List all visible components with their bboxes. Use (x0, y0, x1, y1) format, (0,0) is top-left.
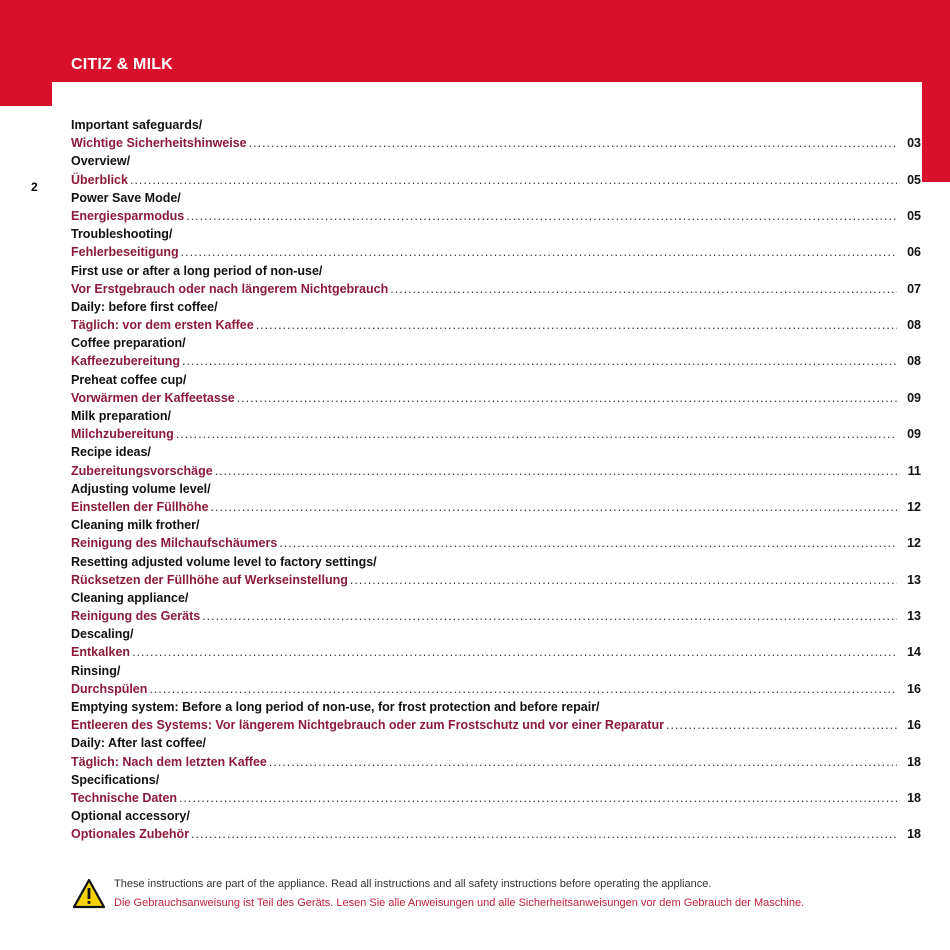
dot-leader (132, 643, 897, 661)
toc-entry-german-row[interactable] (71, 716, 921, 734)
toc-entry (71, 152, 921, 188)
toc-entry (71, 262, 921, 298)
dot-leader (130, 171, 897, 189)
toc-page-number: 05 (907, 208, 921, 223)
toc-entry-german-row[interactable] (71, 134, 921, 152)
toc-entry-german-title: Überblick (71, 172, 128, 187)
toc-entry-english-title: Emptying system: Before a long period of non-use, for frost protection and before repair/ (71, 700, 600, 714)
toc-page-number: 13 (907, 609, 921, 624)
toc-entry-german-row[interactable] (71, 425, 921, 443)
toc-entry-english-title: Overview/ (71, 154, 131, 169)
toc-page-number: 18 (907, 827, 921, 842)
dot-leader (215, 462, 897, 480)
toc-entry-german-row[interactable] (71, 571, 921, 589)
toc-page-number: 14 (907, 645, 921, 660)
toc-page-number: 06 (907, 245, 921, 260)
toc-entry-english-title: Rinsing/ (71, 663, 121, 678)
toc-entry-english-title: Important safeguards/ (71, 118, 203, 132)
header-notch (0, 82, 52, 106)
toc-entry-german-title: Fehlerbeseitigung (71, 245, 179, 260)
toc-entry-english-title: First use or after a long period of non-use/ (71, 263, 323, 278)
toc-entry-german-row[interactable] (71, 389, 921, 407)
toc-entry-german-row[interactable] (71, 462, 921, 480)
dot-leader (249, 134, 897, 152)
toc-page-number: 12 (907, 499, 921, 514)
warning-icon (72, 878, 106, 910)
toc-entry (71, 225, 921, 261)
toc-entry-german-title: Optionales Zubehör (71, 827, 190, 842)
toc-page-number: 08 (907, 318, 921, 333)
dot-leader (179, 789, 897, 807)
toc-entry-english-title: Milk preparation/ (71, 409, 172, 423)
toc-entry (71, 371, 921, 407)
toc-entry-german-title: Einstellen der Füllhöhe (71, 499, 209, 514)
toc-entry-german-title: Milchzubereitung (71, 427, 174, 442)
toc-entry-english-title: Cleaning milk frother/ (71, 518, 200, 533)
toc-page-number: 13 (907, 572, 921, 587)
toc-entry (71, 116, 921, 152)
toc-entry (71, 480, 921, 516)
toc-entry-english-title: Descaling/ (71, 627, 134, 642)
toc-entry-english-title: Specifications/ (71, 772, 160, 787)
toc-page-number: 16 (907, 718, 921, 733)
dot-leader (182, 352, 897, 370)
toc-entry-german-title: Vorwärmen der Kaffeetasse (71, 390, 235, 405)
dot-leader (149, 680, 897, 698)
toc-entry-german-title: Wichtige Sicherheitshinweise (71, 136, 247, 151)
dot-leader (176, 425, 897, 443)
toc-page-number: 18 (907, 754, 921, 769)
toc-entry-german-title: Durchspülen (71, 681, 148, 696)
toc-entry (71, 698, 921, 734)
toc-entry-german-title: Rücksetzen der Füllhöhe auf Werkseinstellung (71, 572, 348, 587)
safety-notice (72, 876, 932, 916)
toc-entry-english-title: Resetting adjusted volume level to factory settings/ (71, 554, 377, 569)
dot-leader (256, 316, 897, 334)
toc-entry-english-title: Optional accessory/ (71, 809, 190, 824)
toc-entry (71, 589, 921, 625)
dot-leader (186, 207, 897, 225)
toc-entry-english-title: Recipe ideas/ (71, 445, 151, 460)
toc-entry-english-title: Daily: After last coffee/ (71, 736, 206, 751)
dot-leader (191, 825, 897, 843)
toc-entry-german-row[interactable] (71, 498, 921, 516)
toc-page-number: 08 (907, 354, 921, 369)
dot-leader (237, 389, 897, 407)
toc-page-number: 16 (907, 681, 921, 696)
toc-entry-german-row[interactable] (71, 825, 921, 843)
dot-leader (390, 280, 897, 298)
toc-entry (71, 553, 921, 589)
toc-page-number: 07 (907, 281, 921, 296)
toc-entry-german-row[interactable] (71, 643, 921, 661)
toc-entry (71, 516, 921, 552)
toc-entry-english-title: Power Save Mode/ (71, 190, 181, 205)
dot-leader (279, 534, 897, 552)
toc-page-number: 09 (907, 390, 921, 405)
toc-entry (71, 734, 921, 770)
toc-entry-german-title: Zubereitungsvorschäge (71, 463, 213, 478)
dot-leader (211, 498, 897, 516)
toc-entry-german-row[interactable] (71, 789, 921, 807)
toc-entry (71, 625, 921, 661)
toc-entry-german-title: Energiesparmodus (71, 208, 185, 223)
toc-entry-english-title: Daily: before first coffee/ (71, 299, 218, 314)
toc-entry-german-title: Entleeren des Systems: Vor längerem Nichtgebrauch oder zum Frostschutz und vor einer Reparatur (71, 718, 664, 733)
toc-entry (71, 334, 921, 370)
toc-page-number: 05 (907, 172, 921, 187)
toc-entry-german-title: Vor Erstgebrauch oder nach längerem Nichtgebrauch (71, 281, 389, 296)
toc-entry-german-row[interactable] (71, 171, 921, 189)
toc-entry-german-title: Reinigung des Geräts (71, 609, 201, 624)
toc-entry-german-row[interactable] (71, 243, 921, 261)
dot-leader (350, 571, 897, 589)
toc-entry-german-row[interactable] (71, 534, 921, 552)
toc-entry-english-title: Coffee preparation/ (71, 336, 186, 351)
toc-entry-german-row[interactable] (71, 607, 921, 625)
toc-entry-english-title: Preheat coffee cup/ (71, 372, 187, 387)
toc-page-number: 11 (907, 463, 921, 478)
toc-page-number: 09 (907, 427, 921, 442)
toc-entry-german-row[interactable] (71, 753, 921, 771)
right-edge-strip (922, 82, 950, 182)
toc-entry-german-title: Kaffeezubereitung (71, 354, 181, 369)
toc-entry-german-title: Reinigung des Milchaufschäumers (71, 536, 278, 551)
notice-text-english: These instructions are part of the appliance. Read all instructions and all safety instructions before operating the appliance. (114, 878, 712, 890)
toc-page-number: 12 (907, 536, 921, 551)
toc-entry-german-title: Technische Daten (71, 790, 178, 805)
toc-entry-german-title: Täglich: vor dem ersten Kaffee (71, 318, 254, 333)
toc-entry-german-row[interactable] (71, 680, 921, 698)
toc-entry-english-title: Cleaning appliance/ (71, 590, 189, 605)
notice-text-german: Die Gebrauchsanweisung ist Teil des Geräts. Lesen Sie alle Anweisungen und alle Sicherheitsanweisungen vor dem Gebrauch der Maschine. (114, 897, 805, 909)
toc-entry-german-row[interactable] (71, 280, 921, 298)
toc-entry-german-title: Entkalken (71, 645, 131, 660)
toc-page-number: 03 (907, 136, 921, 151)
toc-entry (71, 807, 921, 843)
document-title: CITIZ & MILK (71, 56, 173, 73)
toc-entry-german-row[interactable] (71, 207, 921, 225)
dot-leader (666, 716, 897, 734)
dot-leader (202, 607, 897, 625)
toc-entry-german-title: Täglich: Nach dem letzten Kaffee (71, 754, 267, 769)
toc-entry (71, 407, 921, 443)
toc-entry (71, 189, 921, 225)
toc-entry-english-title: Troubleshooting/ (71, 227, 173, 242)
dot-leader (181, 243, 897, 261)
toc-entry (71, 298, 921, 334)
page-number: 2 (31, 180, 38, 194)
toc-page-number: 18 (907, 790, 921, 805)
toc-entry-english-title: Adjusting volume level/ (71, 481, 211, 496)
toc-entry (71, 443, 921, 479)
toc-entry-german-row[interactable] (71, 316, 921, 334)
toc-entry (71, 662, 921, 698)
toc-entry-german-row[interactable] (71, 352, 921, 370)
table-of-contents (71, 116, 921, 844)
dot-leader (269, 753, 897, 771)
toc-entry (71, 771, 921, 807)
